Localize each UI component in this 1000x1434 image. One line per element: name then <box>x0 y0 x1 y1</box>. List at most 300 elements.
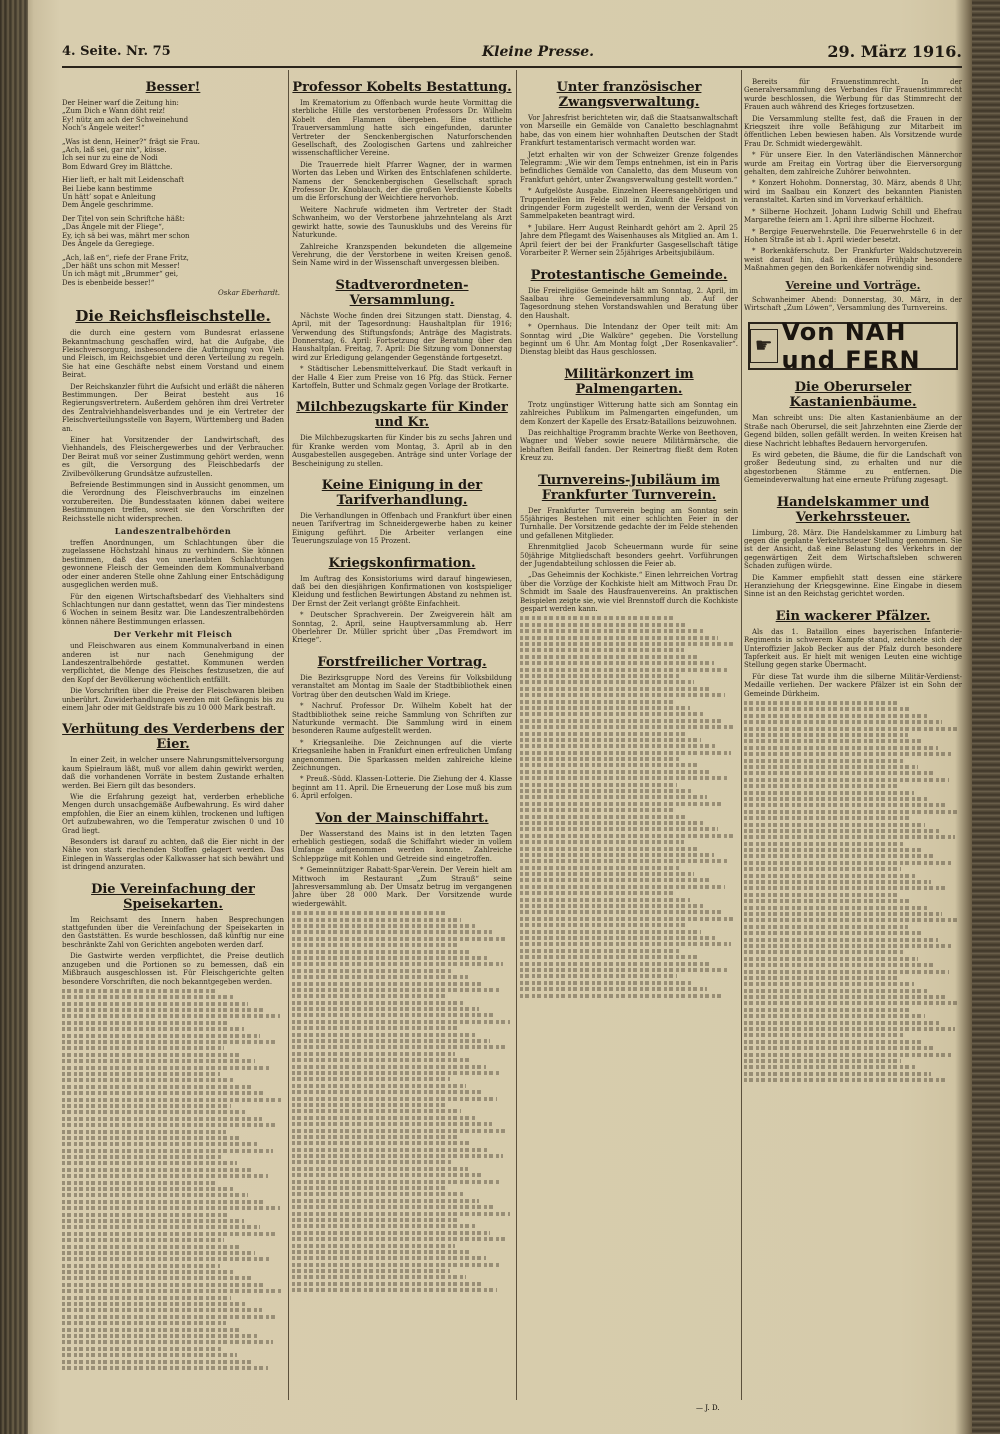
footer-mark: — J. D. <box>696 1404 720 1412</box>
poem-line: „Das Ängele mit der Fliege“, <box>62 223 165 232</box>
illegible-line <box>744 938 938 942</box>
illegible-line <box>292 1218 459 1222</box>
illegible-line <box>520 936 716 940</box>
illegible-line <box>520 783 677 787</box>
article-kastanien <box>744 414 962 484</box>
article-misc <box>744 179 962 272</box>
illegible-line <box>62 989 217 993</box>
illegible-line <box>520 789 692 793</box>
illegible-line <box>292 1039 490 1043</box>
paragraph: Nächste Woche finden drei Sitzungen statt. Dienstag, 4. April, mit der Tagesordnung: Haushaltplan für 1916; Verwendung des Stiftungsfonds; Anträge des Magistrats. Donnerstag, 6. April: Fortsetzung der Beratung über den Haushaltplan. Freitag, 7. April: Die Sitzung vom Donnerstag wird zur Erledigung gelangender Gegenstände fortgesetzt. <box>292 311 512 362</box>
paragraph: Ehrenmitglied Jacob Scheuermann wurde für seine 50jährige Mitgliedschaft besonders geehrt. Vorführungen der Jugendabteilung schlossen die Feier ab. <box>520 543 738 569</box>
illegible-line <box>744 1027 955 1031</box>
illegible-line <box>744 1053 951 1057</box>
illegible-line <box>744 733 908 737</box>
illegible-line <box>744 1072 931 1076</box>
illegible-line <box>744 1021 940 1025</box>
illegible-line <box>62 1085 251 1089</box>
illegible-line <box>744 842 905 846</box>
paragraph: * Opernhaus. Die Intendanz der Oper teilt mit: Am Sonntag wird „Die Walküre“ gegeben. Die Vorstellung beginnt um 6 Uhr. Am Montag folgt „Der Rosenkavalier“. Dienstag bleibt das Haus geschlossen. <box>520 323 738 357</box>
article-jubilare: * Jubilare. Herr August Reinhardt gehört am 2. April 25 Jahre dem Pflegamt des Waisenhauses als Mitglied an. Am 1. April feiert der bei der Frankfurter Gasgesellschaft tätige Vorarbeiter P. Werner sein 25jähriges Arbeitsjubiläum. <box>520 223 738 258</box>
illegible-line <box>520 636 718 640</box>
illegible-line <box>292 1033 475 1037</box>
paragraph: Der Wasserstand des Mains ist in den letzten Tagen erheblich gestiegen, sodaß die Schiffahrt wieder in vollem Umfange aufgenommen werden konnte. Zahlreiche Schleppzüge mit Kohlen und Getreide sind eingetroffen. <box>292 829 512 863</box>
illegible-line <box>292 1275 466 1279</box>
illegible-line <box>744 957 918 961</box>
illegible-line <box>520 629 703 633</box>
article-verkehr <box>62 642 284 712</box>
illegible-line <box>520 744 716 748</box>
illegible-line <box>520 821 703 825</box>
illegible-line <box>744 982 914 986</box>
paragraph: Besonders ist darauf zu achten, daß die Eier nicht in der Nähe von stark riechenden Stoffen gelagert werden. Das Einlegen in Wasserglas oder Kalkwasser hat sich bewährt und ist dringend anzuraten. <box>62 838 284 872</box>
illegible-line <box>520 827 718 831</box>
paragraph: Zahlreiche Kranzspenden bekundeten die allgemeine Verehrung, die der Verstorbene in weiten Kreisen genoß. Sein Name wird in der Wissenschaft unvergessen bleiben. <box>292 242 512 268</box>
illegible-line <box>744 784 899 788</box>
illegible-line <box>520 981 692 985</box>
paragraph: die durch eine gestern vom Bundesrat erlassene Bekanntmachung geschaffen wird, hat die Aufgabe, die Fleischversorgung, insbesondere die Aufbringung von Vieh und Fleisch, im Reichsgebiet und deren Verteilung zu regeln. Sie hat eine Geschäfte nebst einem Vorstand und einem Beirat. <box>62 329 284 380</box>
illegible-line <box>520 872 694 876</box>
illegible-line <box>62 1366 268 1370</box>
illegible-line <box>744 835 955 839</box>
paragraph: Die Freireligiöse Gemeinde hält am Sonntag, 2. April, im Saalbau ihre Gemeindeversammlung ab. Auf der Tagesordnung stehen Vorstandswahlen und Beratung über den Haushalt. <box>520 286 738 320</box>
illegible-line <box>62 1270 235 1274</box>
illegible-line <box>62 1104 231 1108</box>
illegible-line <box>292 1154 503 1158</box>
illegible-line <box>62 1098 282 1102</box>
paragraph: Der Reichskanzler führt die Aufsicht und erläßt die näheren Bestimmungen. Der Beirat besteht aus 16 Regierungsvertretern. Außerdem gehören ihm drei Vertreter des Zentralviehhandelsverbandes und je ein Vertreter der Fleischverteilungsstelle von Bayern, Württemberg und Baden an. <box>62 382 284 433</box>
illegible-line <box>62 1251 255 1255</box>
section-vereine: Vereine und Vorträge. <box>785 278 921 292</box>
illegible-line <box>292 1224 475 1228</box>
illegible-line <box>744 963 934 967</box>
illegible-line <box>520 878 710 882</box>
illegible-line <box>292 1001 464 1005</box>
paragraph: * Gemeinnütziger Rabatt-Spar-Verein. Der Verein hielt am Mittwoch im Restaurant „Zum Strauß“ seine Jahresversammlung ab. Der Umsatz betrug im vergangenen Jahre über 28 000 Mark. Der Vorsitzende wurde wiedergewählt. <box>292 866 512 908</box>
article-milch <box>292 434 512 468</box>
paragraph: * Silberne Hochzeit. Johann Ludwig Schill und Ehefrau Margarethe feiern am 1. April ihre silberne Hochzeit. <box>744 207 962 225</box>
illegible-line <box>744 1065 916 1069</box>
illegible-line <box>62 1302 246 1306</box>
illegible-line <box>292 1097 497 1101</box>
paragraph: Die Kammer empfiehlt statt dessen eine stärkere Heranziehung der Kriegsgewinne. Eine Eingabe in diesem Sinne ist an den Reichstag gerichtet worden. <box>744 573 962 599</box>
illegible-line <box>62 1072 220 1076</box>
illegible-line <box>520 904 705 908</box>
illegible-line <box>520 700 675 704</box>
illegible-line <box>62 1136 242 1140</box>
column-3 <box>520 70 738 1410</box>
paragraph: Das reichhaltige Programm brachte Werke von Beethoven, Wagner und Weber sowie neuere Militärmärsche, die lebhaften Beifall fanden. Der Reinertrag fließt dem Roten Kreuz zu. <box>520 428 738 463</box>
headline-turnverein: Turnvereins-Jubiläum im Frankfurter Turnverein. <box>538 472 720 503</box>
paragraph: Es wird gebeten, die Bäume, die für die Landschaft von großer Bedeutung sind, zu erhalten und nur die abgestorbenen Stämme zu entfernen. Die Gemeindeverwaltung hat eine erneute Prüfung zugesagt. <box>744 450 962 485</box>
illegible-line <box>520 719 721 723</box>
illegible-line <box>744 810 960 814</box>
headline-palmengarten: Militärkonzert im Palmengarten. <box>564 366 694 397</box>
illegible-line <box>62 1155 222 1159</box>
paragraph: Im Auftrag des Konsistoriums wird darauf hingewiesen, daß bei den diesjährigen Konfirmationen von kostspieliger Kleidung und festlichen Bewirtungen Abstand zu nehmen ist. Der Ernst der Zeit verlangt größte Einfachheit. <box>292 574 512 608</box>
poem-author: Oskar Eberhardt. <box>218 289 280 298</box>
illegible-line <box>520 840 684 844</box>
illegible-line <box>62 1181 217 1185</box>
newspaper-title: Kleine Presse. <box>482 44 595 60</box>
illegible-line <box>520 725 736 729</box>
illegible-line <box>520 834 734 838</box>
paragraph: * Konzert Hohohm. Donnerstag, 30. März, abends 8 Uhr, wird im Saalbau ein Konzert des bekannten Pianisten veranstaltet. Karten sind im Vorverkauf erhältlich. <box>744 179 962 205</box>
illegible-line <box>744 816 910 820</box>
illegible-line <box>292 1007 479 1011</box>
illegible-line <box>292 1263 501 1267</box>
illegible-line <box>292 1013 494 1017</box>
poem-line: „Was ist denn, Heiner?“ frägt sie Frau. <box>62 137 200 146</box>
illegible-line <box>520 930 701 934</box>
paragraph: Die Trauerrede hielt Pfarrer Wagner, der in warmen Worten das Leben und Wirken des Entschlafenen schilderte. Namens der Senckenbergischen Gesellschaft sprach Professor Dr. Knoblauch, der die großen Verdienste Kobelts um die Erforschung der Weichtiere hervorhob. <box>292 160 512 203</box>
paragraph: * Deutscher Sprachverein. Der Zweigverein hält am Sonntag, 2. April, seine Hauptversammlung ab. Herr Oberlehrer Dr. Müller spricht über „Das Fremdwort im Kriege“. <box>292 611 512 645</box>
illegible-line <box>520 987 707 991</box>
illegible-line <box>520 942 731 946</box>
headline-zwangsverwaltung: Unter französischer Zwangsverwaltung. <box>556 80 702 110</box>
illegible-line <box>292 1199 479 1203</box>
illegible-line <box>292 1026 459 1030</box>
paragraph: Weitere Nachrufe widmeten ihm Vertreter der Stadt Schwanheim, wo der Verstorbene jahrzehntelang als Arzt gewirkt hatte, sowie des Taunusklubs und des Vereins für Naturkunde. <box>292 205 512 240</box>
illegible-line <box>744 944 953 948</box>
paragraph: Im Krematorium zu Offenbach wurde heute Vormittag die sterbliche Hülle des verstorbenen Professors Dr. Wilhelm Kobelt den Flammen übergeben. Eine stattliche Trauerversammlung hatte sich eingefunden, darunter Vertreter der Senckenbergischen Naturforschenden Gesellschaft, des Zoologischen Gartens und zahlreicher wissenschaftlicher Vereine. <box>292 99 512 158</box>
illegible-line <box>292 1116 477 1120</box>
paragraph: Für diese Tat wurde ihm die silberne Militär-Verdienst-Medaille verliehen. Der wackere Pfälzer ist ein Sohn der Gemeinde Dürkheim. <box>744 672 962 698</box>
illegible-line <box>520 712 705 716</box>
illegible-line <box>520 955 697 959</box>
illegible-line <box>744 714 927 718</box>
illegible-line <box>62 1027 244 1031</box>
illegible-line <box>520 706 690 710</box>
headline-handelskammer: Handelskammer und Verkehrssteuer. <box>776 494 930 525</box>
poem-line: Der Heiner warf die Zeitung hin: <box>62 99 179 107</box>
paragraph: * Städtischer Lebensmittelverkauf. Die Stadt verkauft in der Halle 4 Eier zum Preise von 16 Pfg. das Stück. Ferner Kartoffeln, Butter und Schmalz gegen Vorlage der Brotkarte. <box>292 365 512 390</box>
illegible-line <box>520 923 686 927</box>
article-speisekarten <box>62 916 284 986</box>
illegible-line <box>744 848 921 852</box>
illegible-line <box>292 1090 481 1094</box>
poem-line: Dem Ängele geschrimme. <box>62 201 154 210</box>
illegible-line <box>520 962 712 966</box>
illegible-line <box>62 1289 282 1293</box>
illegible-line <box>292 1180 499 1184</box>
illegible-line <box>62 1200 264 1204</box>
illegible-line <box>62 1161 237 1165</box>
illegible-line <box>744 746 938 750</box>
poem-line: Der Titel von sein Schriftche häßt: <box>62 214 185 223</box>
poem-line: „Der häßt uns schon mit Messer! <box>62 261 180 270</box>
illegible-line <box>292 1129 508 1133</box>
illegible-line <box>292 975 468 979</box>
text-fill <box>744 701 962 1082</box>
illegible-line <box>520 763 697 767</box>
illegible-line <box>292 1282 481 1286</box>
paragraph: * Preuß.-Südd. Klassen-Lotterie. Die Ziehung der 4. Klasse beginnt am 11. April. Die Erneuerung der Lose muß bis zum 6. April erfolgen. <box>292 775 512 801</box>
illegible-line <box>62 1091 266 1095</box>
illegible-line <box>292 1077 450 1081</box>
next-page-fragment <box>980 560 994 760</box>
headline-gemeinde: Protestantische Gemeinde. <box>530 267 728 283</box>
illegible-line <box>520 732 686 736</box>
illegible-line <box>520 661 714 665</box>
illegible-line <box>744 912 942 916</box>
paragraph: Die Vorschriften über die Preise der Fleischwaren bleiben unberührt. Zuwiderhandlungen werden mit Gefängnis bis zu einem Jahr oder mit Geldstrafe bis zu 10 000 Mark bestraft. <box>62 687 284 712</box>
illegible-line <box>292 1071 501 1075</box>
issue-date: 29. März 1916. <box>827 42 962 61</box>
illegible-line <box>62 1206 280 1210</box>
illegible-line <box>744 854 936 858</box>
subheading-landes: Landeszentralbehörden <box>114 526 232 537</box>
illegible-line <box>292 1167 468 1171</box>
illegible-line <box>520 853 714 857</box>
illegible-line <box>62 1315 277 1319</box>
illegible-line <box>744 925 908 929</box>
column-rule <box>741 70 742 1400</box>
illegible-line <box>520 776 727 780</box>
illegible-line <box>520 751 731 755</box>
article-kriegskonfirmation <box>292 575 512 645</box>
illegible-line <box>744 886 947 890</box>
illegible-line <box>292 1058 470 1062</box>
illegible-line <box>744 880 931 884</box>
illegible-line <box>292 1045 505 1049</box>
illegible-line <box>62 1347 222 1351</box>
column-4 <box>744 70 962 1410</box>
illegible-line <box>62 1168 253 1172</box>
illegible-line <box>744 1078 947 1082</box>
illegible-line <box>744 707 912 711</box>
illegible-line <box>292 1109 461 1113</box>
text-fill <box>62 989 284 1370</box>
poem-line: Un hätt’ sopat e Anleitung <box>62 193 156 202</box>
article-mainschiffahrt <box>292 830 512 909</box>
illegible-line <box>744 797 929 801</box>
illegible-line <box>292 1065 486 1069</box>
hand-pointer-icon: ☛ <box>750 329 778 363</box>
illegible-line <box>292 1020 510 1024</box>
illegible-line <box>292 1237 505 1241</box>
paragraph: * Aufgelöste Ausgabe. Einzelnen Heeresangehörigen und Truppenteilen im Felde soll in Zukunft die Feldpost in dringender Form zugestellt werden, wenn der Versand von Sammelpaketen beantragt wird. <box>520 187 738 221</box>
text-fill <box>520 616 738 997</box>
illegible-line <box>744 874 916 878</box>
illegible-line <box>744 823 925 827</box>
illegible-line <box>520 994 723 998</box>
article-landes <box>62 539 284 626</box>
illegible-line <box>292 1192 464 1196</box>
illegible-line <box>292 982 483 986</box>
page-number: 4. Seite. Nr. 75 <box>62 44 171 59</box>
illegible-line <box>744 989 929 993</box>
illegible-line <box>62 1328 242 1332</box>
illegible-line <box>520 680 694 684</box>
article-zwangsverwaltung <box>520 114 738 221</box>
illegible-line <box>744 1014 925 1018</box>
illegible-line <box>744 720 942 724</box>
illegible-line <box>744 861 951 865</box>
poem-line: Bom Edward Grey im Blättche. <box>62 162 173 171</box>
illegible-line <box>744 970 949 974</box>
illegible-line <box>520 866 679 870</box>
illegible-line <box>62 1130 226 1134</box>
illegible-line <box>292 962 503 966</box>
article-handelskammer <box>744 529 962 599</box>
poem-line: Hier lieft, er halt mit Leidenschaft <box>62 176 184 185</box>
illegible-line <box>292 1148 488 1152</box>
paragraph: Vor Jahresfrist berichteten wir, daß die Staatsanwaltschaft von Marseille ein Gemälde von Canaletto beschlagnahmt habe, das von einem hier wohnhaften Deutschen der Stadt Frankfurt testamentarisch vermacht worden war. <box>520 114 738 148</box>
paragraph: Die Verhandlungen in Offenbach und Frankfurt über einen neuen Tarifvertrag im Schneidergewerbe haben zu keiner Einigung geführt. Die Arbeiter verlangen eine Teuerungszulage von 15 Prozent. <box>292 512 512 546</box>
paragraph: Befreiende Bestimmungen sind in Aussicht genommen, um die Verordnung des Fleischverbrauchs im einzelnen vorzubereiten. Die Bundesstaaten können dabei weitere Bestimmungen treffen, soweit sie den Vorschriften der Reichsstelle nicht widersprechen. <box>62 481 284 523</box>
illegible-line <box>520 968 727 972</box>
poem-line: Ey! nütz am ach der Schweinehund <box>62 115 189 124</box>
paragraph: Einer hat Vorsitzender der Landwirtschaft, des Viehhandels, des Fleischergewerbes und der Verbraucher. Der Beirat muß vor seiner Zustimmung gehört werden, wenn es gilt, die Versorgung des Fleischbedarfs der Zivilbevölkerung Grundsätze aufzustellen. <box>62 436 284 478</box>
poem-line: Des is ebenbeide besser!“ <box>62 278 155 287</box>
illegible-line <box>744 759 903 763</box>
illegible-line <box>520 738 701 742</box>
illegible-line <box>744 995 945 999</box>
illegible-line <box>744 1059 901 1063</box>
illegible-line <box>744 906 927 910</box>
illegible-line <box>292 950 472 954</box>
illegible-line <box>744 931 923 935</box>
illegible-line <box>292 1231 490 1235</box>
paragraph: Im Reichsamt des Innern haben Besprechungen stattgefunden über die Vereinfachung der Speisekarten in den Gaststätten. Es wurde beschlossen, daß künftig nur eine beschränkte Zahl von Gerichten angeboten werden darf. <box>62 915 284 949</box>
illegible-line <box>744 918 958 922</box>
illegible-line <box>292 1269 450 1273</box>
vereine-text: Schwanheimer Abend: Donnerstag, 30. März, in der Wirtschaft „Zum Löwen“, Versammlung des Turnvereins. <box>744 295 962 312</box>
illegible-line <box>520 757 681 761</box>
paragraph: Man schreibt uns: Die alten Kastanienbäume an der Straße nach Oberursel, die seit Jahrzehnten eine Zierde der Gegend bilden, sollen gefällt werden. In weiten Kreisen hat diese Nachricht lebhaftes Bedauern hervorgerufen. <box>744 414 962 448</box>
illegible-line <box>62 1296 231 1300</box>
illegible-line <box>62 1040 275 1044</box>
illegible-line <box>292 1250 470 1254</box>
article-reichsfleischstelle <box>62 329 284 523</box>
column-rule <box>288 70 289 1400</box>
illegible-line <box>62 1034 260 1038</box>
illegible-line <box>292 1212 510 1216</box>
illegible-line <box>62 1334 257 1338</box>
illegible-line <box>520 974 677 978</box>
illegible-line <box>520 847 699 851</box>
illegible-line <box>520 674 679 678</box>
illegible-line <box>744 701 897 705</box>
illegible-line <box>292 994 448 998</box>
column-2 <box>292 70 512 1410</box>
illegible-line <box>520 917 736 921</box>
illegible-line <box>520 623 688 627</box>
paragraph: * Bergige Feuerwehrstelle. Die Feuerwehrstelle 6 in der Hohen Straße ist ab 1. April wieder besetzt. <box>744 227 962 244</box>
article-forst <box>292 674 512 801</box>
poem-line: Noch’s Ängele weiter!“ <box>62 124 145 133</box>
illegible-line <box>744 1033 905 1037</box>
illegible-line <box>292 930 492 934</box>
headline-speisekarten: Die Vereinfachung der Speisekarten. <box>91 881 255 912</box>
headline-reichsfleischstelle: Die Reichsfleischstelle. <box>75 307 271 326</box>
illegible-line <box>62 1276 251 1280</box>
paragraph: * Kriegsanleihe. Die Zeichnungen auf die vierte Kriegsanleihe haben in Frankfurt einen erfreulichen Umfang angenommen. Die Sparkassen melden zahlreiche kleine Zeichnungen. <box>292 738 512 772</box>
article-gemeinde <box>520 287 738 357</box>
article-turnverein <box>520 507 738 614</box>
illegible-line <box>292 1103 446 1107</box>
illegible-line <box>292 1052 455 1056</box>
illegible-line <box>744 1040 921 1044</box>
illegible-line <box>62 1257 271 1261</box>
column-rule <box>516 70 517 1400</box>
illegible-line <box>520 642 734 646</box>
illegible-line <box>520 802 723 806</box>
illegible-line <box>62 1014 280 1018</box>
illegible-line <box>62 1110 246 1114</box>
page-header <box>62 40 962 68</box>
article-eier <box>62 756 284 871</box>
illegible-line <box>62 1360 253 1364</box>
illegible-line <box>744 1001 960 1005</box>
illegible-line <box>62 1149 273 1153</box>
illegible-line <box>292 969 453 973</box>
subheading-verkehr: Der Verkehr mit Fleisch <box>113 629 233 640</box>
illegible-line <box>62 1245 240 1249</box>
poem-line: Des Ängele da Geregiege. <box>62 240 155 249</box>
paragraph: In einer Zeit, in welcher unsere Nahrungsmittelversorgung kaum Spielraum läßt, muß vor allem dahin gewirkt werden, daß die vorhandenen Vorräte in bestem Zustande erhalten werden. Bei Eiern gilt das besonders. <box>62 756 284 790</box>
illegible-line <box>520 687 710 691</box>
paragraph: „Das Geheimnis der Kochkiste.“ Einen lehrreichen Vortrag über die Vorzüge der Kochkiste hielt am Mittwoch Frau Dr. Schmidt im Saale des Hausfrauenvereins. An praktischen Beispielen zeigte sie, wie viel Brennstoff durch die Kochkiste gespart werden kann. <box>520 571 738 614</box>
illegible-line <box>292 1135 457 1139</box>
poem-line: Ich sei nur zu eine de Nodi <box>62 154 158 163</box>
illegible-line <box>62 1340 273 1344</box>
paragraph: und Fleischwaren aus einem Kommunalverband in einen anderen ist nur nach Genehmigung der Landeszentralbehörde gestattet. Kommunen werden verpflichtet, die Menge des Fleisches festzusetzen, die auf den Kopf der Bevölkerung wöchentlich entfällt. <box>62 642 284 684</box>
headline-pfaelzer: Ein wackerer Pfälzer. <box>775 608 931 624</box>
poem-line: „Ach, laß en“, riefe der Frane Fritz, <box>62 253 189 262</box>
illegible-line <box>292 956 488 960</box>
illegible-line <box>520 891 675 895</box>
illegible-line <box>520 859 729 863</box>
illegible-line <box>520 655 699 659</box>
illegible-line <box>292 924 477 928</box>
book-binding <box>0 0 28 1434</box>
illegible-line <box>744 739 923 743</box>
illegible-line <box>292 1173 483 1177</box>
illegible-line <box>62 1353 237 1357</box>
headline-stadtverordnete: Stadtverordneten-Versammlung. <box>335 277 469 308</box>
headline-kastanien: Die Oberurseler Kastanienbäume. <box>789 380 917 411</box>
poem-line: Un ich mägt mit „Brummer“ gei, <box>62 270 179 279</box>
illegible-line <box>62 1321 226 1325</box>
article-pfaelzer <box>744 628 962 698</box>
illegible-line <box>292 1256 486 1260</box>
illegible-line <box>744 950 903 954</box>
illegible-line <box>744 765 918 769</box>
illegible-line <box>62 1232 275 1236</box>
illegible-line <box>744 752 953 756</box>
headline-kriegskonfirmation: Kriegskonfirmation. <box>328 555 476 571</box>
illegible-line <box>62 995 233 999</box>
illegible-line <box>62 1264 220 1268</box>
illegible-line <box>62 1174 268 1178</box>
illegible-line <box>62 1225 260 1229</box>
column-1 <box>62 70 284 1410</box>
paragraph: Limburg, 28. März. Die Handelskammer zu Limburg hat gegen die geplante Verkehrssteuer Stellung genommen. Sie ist der Ansicht, daß eine Belastung des Verkehrs in der gegenwärtigen Zeit dem Wirtschaftsleben schweren Schaden zufügen würde. <box>744 528 962 571</box>
illegible-line <box>292 1160 453 1164</box>
poem <box>62 99 284 287</box>
illegible-line <box>62 1117 262 1121</box>
illegible-line <box>62 1008 264 1012</box>
illegible-line <box>520 693 725 697</box>
illegible-line <box>292 1141 472 1145</box>
section-banner <box>748 318 958 375</box>
poem-line: Ey, ich sä bei was, mährt mer schon <box>62 231 190 240</box>
illegible-line <box>520 795 707 799</box>
illegible-line <box>62 1238 224 1242</box>
illegible-line <box>62 1142 257 1146</box>
